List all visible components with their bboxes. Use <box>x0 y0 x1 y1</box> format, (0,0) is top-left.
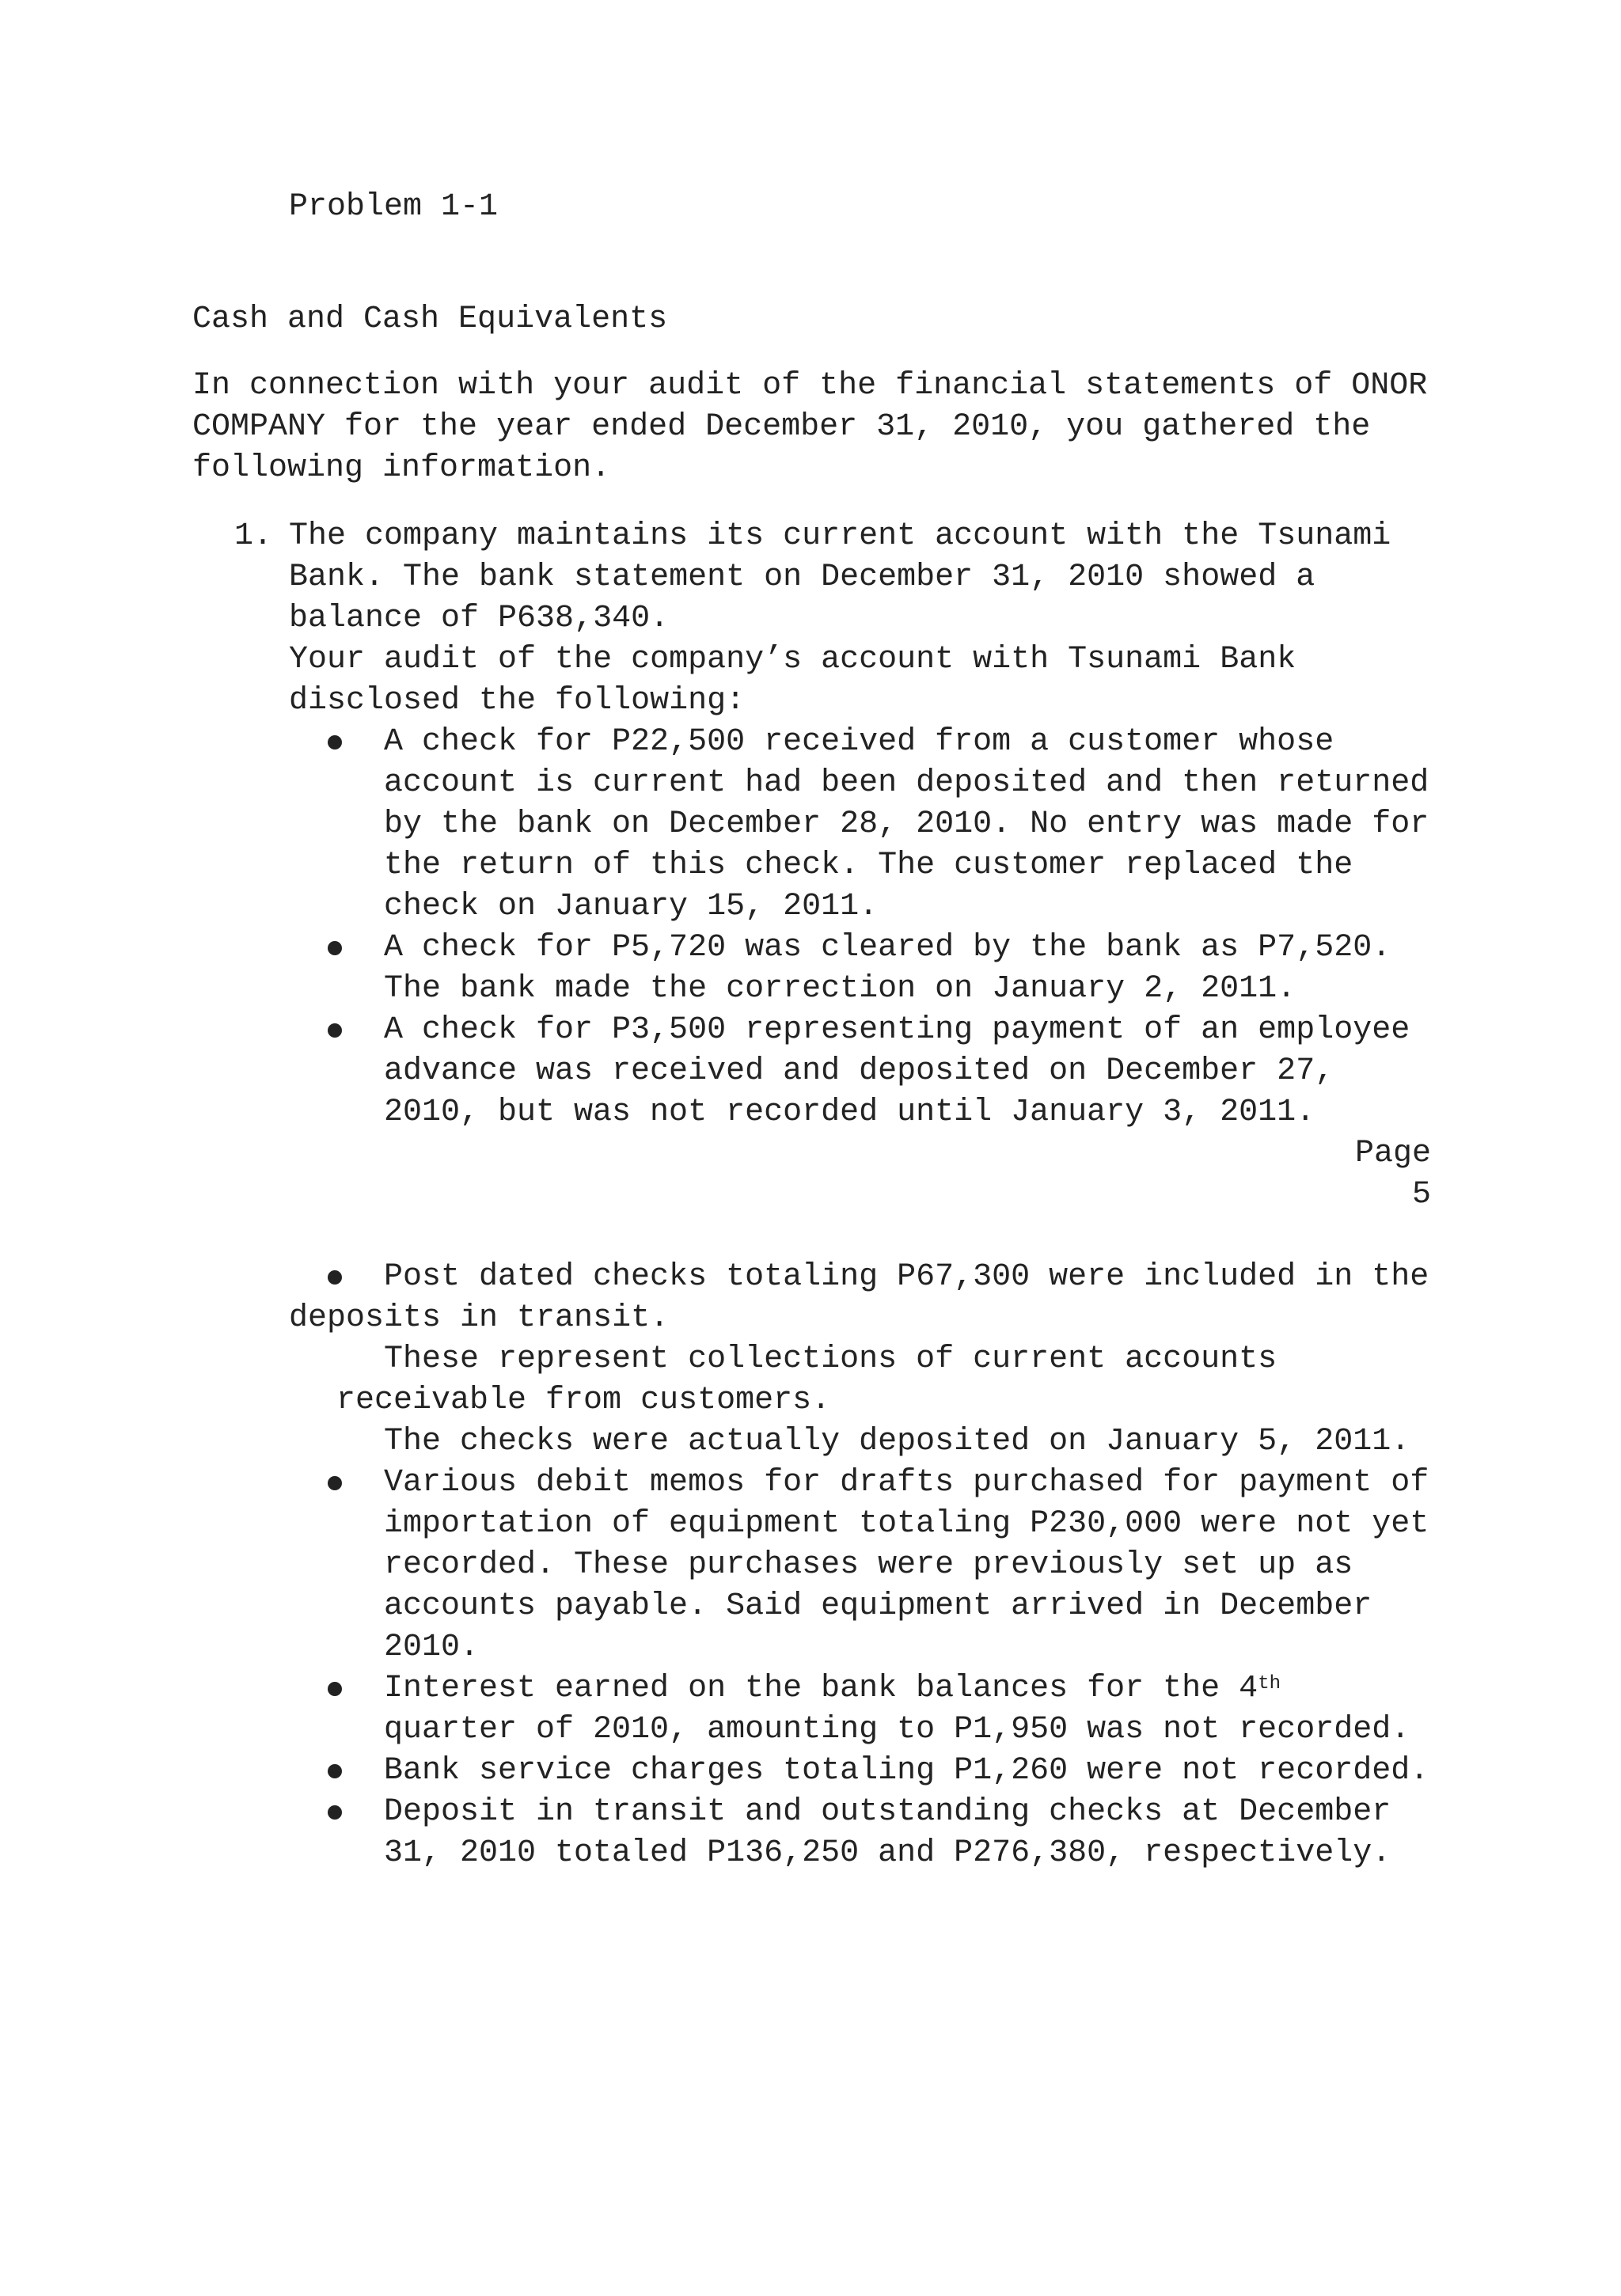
bullet-line <box>384 1668 1281 1710</box>
bullet-line: The bank made the correction on January 2, 2011. <box>384 971 1296 1007</box>
bullet-dot <box>328 1764 342 1778</box>
bullet-line: 31, 2010 totaled P136,250 and P276,380, respectively. <box>384 1835 1391 1871</box>
bullet-text: Interest earned on the bank balances for the 4 <box>384 1671 1258 1706</box>
bullet-dot <box>328 1270 342 1285</box>
bullet-line: Various debit memos for drafts purchased for payment of <box>384 1465 1429 1501</box>
bullet-line: Bank service charges totaling P1,260 were not recorded. <box>384 1753 1429 1789</box>
item-line: disclosed the following: <box>289 683 746 719</box>
bullet-line: These represent collections of current accounts <box>384 1342 1277 1377</box>
list-number: 1. <box>234 518 273 554</box>
bullet-dot <box>328 941 342 955</box>
bullet-line: Deposit in transit and outstanding checks at December <box>384 1794 1391 1830</box>
bullet-line: A check for P22,500 received from a customer whose <box>384 724 1334 760</box>
section-title: Cash and Cash Equivalents <box>192 302 668 337</box>
item-line: Bank. The bank statement on December 31, 2010 showed a <box>289 560 1315 595</box>
bullet-line: account is current had been deposited and then returned <box>384 765 1429 801</box>
bullet-dot <box>328 1805 342 1820</box>
bullet-line: advance was received and deposited on December 27, <box>384 1053 1334 1089</box>
bullet-line: the return of this check. The customer replaced the <box>384 848 1353 883</box>
page-number: 5 <box>1411 1177 1431 1213</box>
bullet-line: The checks were actually deposited on January 5, 2011. <box>384 1424 1410 1459</box>
bullet-line: A check for P3,500 representing payment of an employee <box>384 1012 1410 1048</box>
bullet-line: receivable from customers. <box>336 1383 831 1418</box>
item-line: Your audit of the company’s account with Tsunami Bank <box>289 642 1296 677</box>
bullet-line: quarter of 2010, amounting to P1,950 was not recorded. <box>384 1712 1410 1748</box>
page-label: Page <box>1354 1136 1431 1171</box>
item-line: balance of P638,340. <box>289 601 670 636</box>
ordinal-superscript: th <box>1258 1673 1281 1694</box>
bullet-line: check on January 15, 2011. <box>384 889 879 924</box>
bullet-line: 2010, but was not recorded until January 3, 2011. <box>384 1095 1315 1130</box>
problem-label: Problem 1-1 <box>289 189 499 225</box>
bullet-dot <box>328 1682 342 1696</box>
bullet-line: A check for P5,720 was cleared by the bank as P7,520. <box>384 930 1391 966</box>
bullet-line: accounts payable. Said equipment arrived in December <box>384 1588 1372 1624</box>
bullet-line: recorded. These purchases were previously set up as <box>384 1547 1353 1583</box>
bullet-line: by the bank on December 28, 2010. No entry was made for <box>384 806 1429 842</box>
bullet-line: importation of equipment totaling P230,000 were not yet <box>384 1506 1429 1542</box>
bullet-line: deposits in transit. <box>289 1300 670 1336</box>
intro-line: In connection with your audit of the financial statements of ONOR <box>192 368 1428 404</box>
bullet-dot <box>328 735 342 750</box>
bullet-line: 2010. <box>384 1630 480 1665</box>
item-line: The company maintains its current account with the Tsunami <box>289 518 1391 554</box>
bullet-dot <box>328 1023 342 1038</box>
intro-line: following information. <box>192 450 611 486</box>
intro-line: COMPANY for the year ended December 31, 2010, you gathered the <box>192 409 1371 445</box>
bullet-dot <box>328 1476 342 1490</box>
bullet-line: Post dated checks totaling P67,300 were included in the <box>384 1259 1429 1295</box>
